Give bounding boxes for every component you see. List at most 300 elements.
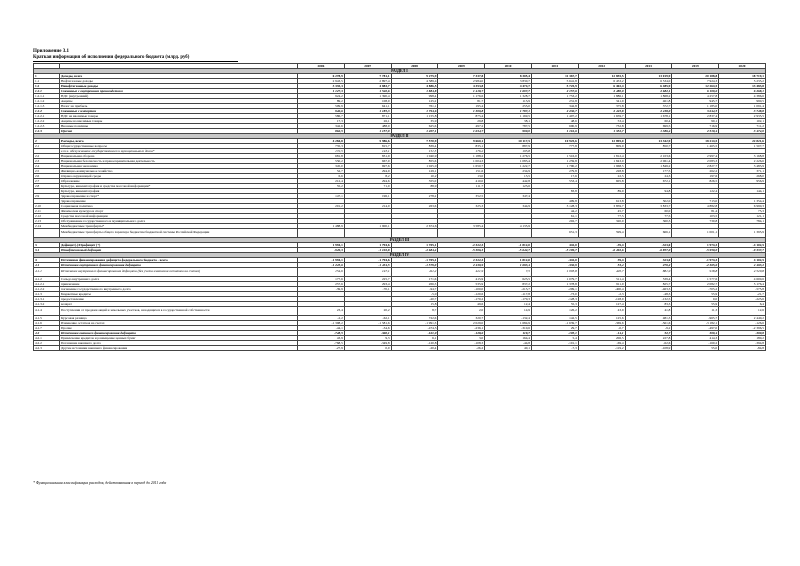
row-value: 1 684,9 <box>485 321 532 326</box>
row-value: 3 474,0 <box>719 129 766 134</box>
row-name: Ненефтегазовый дефицит <box>60 248 298 253</box>
appendix-label: Приложение 3.1 <box>33 49 69 54</box>
row-value: 825,7 <box>625 282 672 287</box>
row-value: -5 950,0 <box>672 248 719 253</box>
row-value: 151,6 <box>438 169 485 174</box>
row-code: 4.1.5 <box>34 316 60 321</box>
row-value: 52,7 <box>298 169 345 174</box>
table-body <box>34 69 766 351</box>
table-row <box>34 346 766 351</box>
row-value: 4 883,7 <box>344 84 391 89</box>
row-value: 263,6 <box>391 204 438 209</box>
row-value: 12,6 <box>719 307 766 316</box>
row-value: 613,8 <box>578 199 625 204</box>
row-code: 4.1.7 <box>34 326 60 331</box>
row-value: 227,8 <box>625 336 672 341</box>
row-value <box>438 229 485 238</box>
row-value: 499,8 <box>531 199 578 204</box>
row-name: привлечение <box>60 282 298 287</box>
row-value: 420,7 <box>578 268 625 277</box>
row-value: 195,8 <box>485 149 532 154</box>
row-value: -1 794,6 <box>344 258 391 263</box>
row-value: -1 398,2 <box>298 321 345 326</box>
row-name: Культура, кинематография и средства массовой информации* <box>60 184 298 189</box>
header-year: 2007 <box>344 64 391 69</box>
row-code: 4.1.3 <box>34 292 60 297</box>
row-value: 2 445,8 <box>578 109 625 114</box>
row-value: 625,6 <box>391 124 438 129</box>
row-value: -44,1 <box>298 326 345 331</box>
row-value: 1 161,6 <box>531 129 578 134</box>
row-value: 375,8 <box>578 104 625 109</box>
row-value: 6 109,6 <box>672 89 719 94</box>
row-name: Физическая культура и спорт <box>60 209 298 214</box>
row-value: -1 579,0 <box>391 263 438 268</box>
row-value: 1 868,2 <box>625 94 672 99</box>
row-value: -132,5 <box>625 297 672 302</box>
row-value: 488,0 <box>344 124 391 129</box>
row-name: Бюджетные кредиты <box>60 292 298 297</box>
row-code: 1.2.2.3 <box>34 124 60 129</box>
row-value: 2 103,6 <box>625 154 672 159</box>
section-label: РАЗДЕЛ I <box>34 69 766 74</box>
row-name: Жилищно-коммунальное хозяйство <box>60 169 298 174</box>
row-value: 125,2 <box>391 99 438 104</box>
row-code: 2.2 <box>34 154 60 159</box>
row-value: -2 684,4 <box>391 248 438 253</box>
row-name: Привлечение кредитов и размещение ценных бумаг <box>60 336 298 341</box>
section-label: РАЗДЕЛ II <box>34 134 766 139</box>
row-name: в т.ч. обслуживание государственного и муниципального долга* <box>60 149 298 154</box>
header-year: 2010 <box>485 64 532 69</box>
row-name: Образование <box>60 179 298 184</box>
row-value: 268,0 <box>719 174 766 179</box>
row-value: 1 091,4 <box>719 104 766 109</box>
row-value: 1 001,1 <box>672 229 719 238</box>
row-value: -1 974,3 <box>672 258 719 263</box>
row-name: Связанные с внутренним производством <box>60 89 298 94</box>
row-value: 55,9 <box>672 302 719 307</box>
row-value: 535,9 <box>438 282 485 287</box>
row-value: 2 438,0 <box>625 109 672 114</box>
row-value: 71,0 <box>344 184 391 189</box>
row-value: 270,2 <box>625 263 672 268</box>
row-value: 6 402,4 <box>578 84 625 89</box>
row-value: -1 434,5 <box>344 263 391 268</box>
row-value: 4 353,8 <box>438 84 485 89</box>
row-value: 14,9 <box>485 307 532 316</box>
row-value: -48,3 <box>625 292 672 297</box>
row-value: -965,7 <box>672 316 719 321</box>
row-value: -5 306,3 <box>438 248 485 253</box>
row-value: 164,4 <box>485 336 532 341</box>
row-value: 871,1 <box>344 114 391 119</box>
row-value: -323,0 <box>625 243 672 248</box>
row-value: -128,6 <box>438 331 485 336</box>
row-value: 4 257,8 <box>672 94 719 99</box>
row-value: 1 753,2 <box>531 94 578 99</box>
row-code: 1.2.2.1 <box>34 114 60 119</box>
row-value: -70,1 <box>344 287 391 292</box>
row-value: 3 168,8 <box>719 154 766 159</box>
row-value: 1 390,4 <box>344 94 391 99</box>
row-value: 641,1 <box>344 104 391 109</box>
row-value: 5 986,6 <box>344 139 391 144</box>
row-value: 195,4 <box>438 104 485 109</box>
row-value: 3 585,4 <box>438 224 485 229</box>
row-code: 2.7 <box>34 179 60 184</box>
row-value <box>485 229 532 238</box>
row-value: 2 480,0 <box>578 89 625 94</box>
row-value: 735,3 <box>298 144 345 149</box>
row-value: 151,5 <box>391 149 438 154</box>
row-value: 53,4 <box>578 119 625 124</box>
row-code <box>34 229 60 238</box>
row-value: 176,2 <box>438 149 485 154</box>
row-name: Средства массовой информации <box>60 214 298 219</box>
row-value: 1 083,4 <box>485 159 532 164</box>
row-value: 3 128,3 <box>531 204 578 209</box>
row-value: 1 884,8 <box>391 89 438 94</box>
row-value: 2 061,4 <box>625 159 672 164</box>
row-value: 831,9 <box>344 154 391 159</box>
row-value: 1 378,8 <box>531 282 578 287</box>
row-value: 13 342,9 <box>625 139 672 144</box>
row-value: -94,7 <box>391 287 438 292</box>
row-value: 88,9 <box>391 184 438 189</box>
row-value: -2,2 <box>298 316 345 321</box>
row-value: -561,6 <box>625 321 672 326</box>
row-value: 94,8 <box>625 189 672 194</box>
row-value: 826,5 <box>672 179 719 184</box>
row-value: 690,9 <box>531 124 578 129</box>
table-row <box>34 229 766 238</box>
row-value <box>391 229 438 238</box>
row-value: 553,4 <box>531 179 578 184</box>
row-value: 40,1 <box>485 346 532 351</box>
row-value: 672,1 <box>625 179 672 184</box>
header-year: 2012 <box>578 64 625 69</box>
row-value: -20,7 <box>391 297 438 302</box>
row-value: 855,6 <box>391 159 438 164</box>
row-value: 7,5 <box>485 268 532 277</box>
row-value: 38,1 <box>485 119 532 124</box>
row-value: -6 492,6 <box>578 248 625 253</box>
row-value: 1 974,3 <box>672 243 719 248</box>
row-value: 2 827,7 <box>672 164 719 169</box>
row-name: Национальная оборона <box>60 154 298 159</box>
row-value: -5 199,7 <box>531 248 578 253</box>
row-value: 214,0 <box>344 204 391 209</box>
row-value: -128,3 <box>531 297 578 302</box>
row-code: 2.13 <box>34 219 60 224</box>
row-value: 1 004,3 <box>438 159 485 164</box>
row-value: 2 943,5 <box>298 79 345 84</box>
row-value: 1 040,9 <box>391 154 438 159</box>
row-value: 667,0 <box>344 159 391 164</box>
row-value: 850,7 <box>625 144 672 149</box>
row-value: 481,3 <box>625 316 672 321</box>
row-value: -100,0 <box>438 287 485 292</box>
row-code: 4.1.3.2 <box>34 302 60 307</box>
row-value: 111,7 <box>438 184 485 189</box>
row-value: 1 185,0 <box>672 104 719 109</box>
row-value: -497,0 <box>672 326 719 331</box>
row-value: 20,2 <box>344 307 391 316</box>
row-value: 6 268,1 <box>719 89 766 94</box>
row-value: 1 849,2 <box>625 164 672 169</box>
row-value: 345,0 <box>298 164 345 169</box>
row-value: 231,8 <box>531 99 578 104</box>
row-value: 293,4 <box>344 282 391 287</box>
row-value: 835,1 <box>438 144 485 149</box>
row-value: 6,1 <box>391 336 438 341</box>
row-value: 41,8 <box>625 307 672 316</box>
row-value: 1 577,6 <box>672 277 719 282</box>
row-name: Общегосударственные вопросы <box>60 144 298 149</box>
row-value: 294,9 <box>344 169 391 174</box>
row-value: 7 924,3 <box>672 79 719 84</box>
row-value: 17,6 <box>531 174 578 179</box>
row-value: -463,3 <box>625 287 672 292</box>
row-value: 666,1 <box>625 229 672 238</box>
row-value: -300,8 <box>719 331 766 336</box>
row-value: 918,8 <box>672 268 719 277</box>
row-value: 3 335,3 <box>298 84 345 89</box>
row-value: 415,9 <box>438 277 485 282</box>
row-value: 1 188,2 <box>438 154 485 159</box>
row-code: 1.2.1.1 <box>34 94 60 99</box>
row-value: 43,9 <box>578 307 625 316</box>
row-value: 2 029,0 <box>438 321 485 326</box>
row-value: 7 570,9 <box>391 139 438 144</box>
row-value: 206,5 <box>578 336 625 341</box>
row-value: 12 855,5 <box>578 74 625 79</box>
row-value: 23,4 <box>298 307 345 316</box>
table-row <box>34 268 766 277</box>
row-value: 4 284,8 <box>298 139 345 144</box>
row-value: 2 322,3 <box>438 258 485 263</box>
row-value: -1 102,8 <box>344 248 391 253</box>
row-value: 144,1 <box>719 189 766 194</box>
row-name: Здравоохранение и спорт* <box>60 194 298 199</box>
row-value: -768,5 <box>298 341 345 346</box>
row-value: 990,0 <box>485 129 532 134</box>
row-value: 5 176,4 <box>719 282 766 287</box>
row-value: 154,6 <box>298 268 345 277</box>
section-label: РАЗДЕЛ IV <box>34 253 766 258</box>
row-value: 35,9 <box>391 119 438 124</box>
row-value: -2 322,3 <box>438 243 485 248</box>
row-value: 1 693,4 <box>485 263 532 268</box>
header-year: 2009 <box>438 64 485 69</box>
row-value: 49,6 <box>438 302 485 307</box>
row-value: -132,4 <box>485 316 532 321</box>
row-value: 127,4 <box>578 302 625 307</box>
row-value: -949,3 <box>298 248 345 253</box>
row-value: -128,9 <box>578 297 625 302</box>
row-value: 147,1 <box>344 268 391 277</box>
row-name: Погашение внешнего долга <box>60 341 298 346</box>
row-value: 372,7 <box>625 104 672 109</box>
row-value: 371,1 <box>719 169 766 174</box>
row-value: 421,9 <box>438 268 485 277</box>
row-value: -223,6 <box>719 297 766 302</box>
row-value: 196,1 <box>344 194 391 199</box>
row-value: 10,2 <box>391 174 438 179</box>
row-value: 320,0 <box>578 219 625 224</box>
row-value: 29,8 <box>438 119 485 124</box>
row-value: 1 488,9 <box>298 224 345 229</box>
row-value: -2 396,5 <box>719 326 766 331</box>
row-value: 1 900,1 <box>344 224 391 229</box>
row-value: 53,4 <box>578 263 625 268</box>
row-value: 2 935,5 <box>719 114 766 119</box>
row-value: 6 278,9 <box>298 74 345 79</box>
row-value: 3 830,7 <box>485 79 532 84</box>
row-value: -394,8 <box>719 341 766 346</box>
row-name: Изменение остатков на счетах <box>60 321 298 326</box>
row-value: 777,8 <box>531 144 578 149</box>
row-name: возврат <box>60 302 298 307</box>
row-value: 3 833,7 <box>625 204 672 209</box>
row-value: 839,4 <box>391 144 438 149</box>
row-value: 294,6 <box>344 179 391 184</box>
row-value: 7 337,8 <box>438 74 485 79</box>
row-value: 511,4 <box>578 277 625 282</box>
row-value: 599,4 <box>578 229 625 238</box>
row-value: -349,8 <box>344 341 391 346</box>
row-value: 197,6 <box>672 174 719 179</box>
row-value: 414,3 <box>672 336 719 341</box>
row-value: -26,2 <box>438 346 485 351</box>
row-value: 1 634,7 <box>438 129 485 134</box>
row-value: 228,8 <box>578 169 625 174</box>
row-name: Здравоохранение <box>60 199 298 204</box>
row-value: -5 642,7 <box>485 248 532 253</box>
row-value: 623,5 <box>485 277 532 282</box>
row-name: Социальная политика <box>60 204 298 209</box>
row-value: 6,4 <box>719 302 766 307</box>
row-value: 722,6 <box>391 316 438 321</box>
row-value: 699,5 <box>625 124 672 129</box>
row-value: 875,4 <box>438 114 485 119</box>
row-value: 123,6 <box>485 184 532 189</box>
row-value: -2,3 <box>578 292 625 297</box>
row-name: Нефтегазовые доходы <box>60 79 298 84</box>
row-value: 4 102,5 <box>719 258 766 263</box>
row-value: -108,9 <box>625 346 672 351</box>
row-value: 411,2 <box>391 268 438 277</box>
row-value: 10 925,6 <box>531 139 578 144</box>
row-value: -360,1 <box>344 331 391 336</box>
row-value: 55,2 <box>298 184 345 189</box>
row-value: -9,2 <box>625 326 672 331</box>
row-value: 410,0 <box>438 179 485 184</box>
row-value: 341,9 <box>578 99 625 104</box>
row-value: -105,1 <box>531 331 578 336</box>
row-code: 1 <box>34 74 60 79</box>
row-value: 12,4 <box>485 302 532 307</box>
row-name: Дефицит(-)/Профицит (+) <box>60 243 298 248</box>
row-value: -1 245,6 <box>298 263 345 268</box>
row-value: 11 367,7 <box>531 74 578 79</box>
row-code: 4.1.3.1 <box>34 297 60 302</box>
row-value: 1 352,7 <box>578 129 625 134</box>
row-name: Акцизы <box>60 99 298 104</box>
row-value: 1 354,4 <box>719 199 766 204</box>
row-value: 2 984,0 <box>438 79 485 84</box>
row-code: 2.8 <box>34 184 60 189</box>
row-name: Обслуживание государственного и муниципального долга <box>60 219 298 224</box>
row-name: Другие источники внешнего финансирования <box>60 346 298 351</box>
row-value: -119,2 <box>578 346 625 351</box>
row-value: 9,3 <box>344 336 391 341</box>
row-value: 278,2 <box>391 194 438 199</box>
row-name: Ненефтегазовые доходы <box>60 84 298 89</box>
row-value: 815,7 <box>344 144 391 149</box>
row-value: 442,0 <box>531 243 578 248</box>
row-value: -748,5 <box>298 331 345 336</box>
row-value: 352,5 <box>438 194 485 199</box>
row-value: -1 705,1 <box>391 258 438 263</box>
row-value: -62,6 <box>625 341 672 346</box>
row-value: 1 386,4 <box>625 129 672 134</box>
row-value: 4 389,4 <box>391 79 438 84</box>
row-value: 266,3 <box>391 282 438 287</box>
row-value: 1 155,8 <box>391 114 438 119</box>
row-code: 1.2.2 <box>34 109 60 114</box>
row-value: 2 997,4 <box>672 154 719 159</box>
row-value: 605,8 <box>578 179 625 184</box>
row-value: 1 207,1 <box>391 129 438 134</box>
row-value: 1 787,1 <box>485 109 532 114</box>
row-name: Сальдо внутреннего долга <box>60 277 298 282</box>
row-value: 48,6 <box>531 119 578 124</box>
row-value: 1 395,9 <box>719 229 766 238</box>
row-code: 2.11 <box>34 209 60 214</box>
row-value: -1 812,0 <box>485 243 532 248</box>
header-year: 2013 <box>625 64 672 69</box>
row-value: 3 859,7 <box>578 204 625 209</box>
row-code: 1.2.1.3 <box>34 104 60 109</box>
row-value: 255,0 <box>485 104 532 109</box>
row-value: 17,3 <box>298 119 345 124</box>
row-value: 1 328,7 <box>485 94 532 99</box>
row-value: 1 650,7 <box>438 164 485 169</box>
row-value: 262,2 <box>672 169 719 174</box>
row-code: 4.2.1 <box>34 336 60 341</box>
row-value: 22,5 <box>578 174 625 179</box>
row-name: Охрана окружающей среды <box>60 174 298 179</box>
row-value: 77,5 <box>625 214 672 219</box>
row-value: 202,7 <box>531 219 578 224</box>
row-value: -1 639,7 <box>531 321 578 326</box>
row-code: 2.6 <box>34 174 60 179</box>
row-value: 257,6 <box>298 282 345 287</box>
row-name: Налог на прибыль <box>60 104 298 109</box>
row-value: 732,8 <box>578 124 625 129</box>
row-value: 234,9 <box>485 169 532 174</box>
row-code: 4.1.1 <box>34 268 60 277</box>
row-value: 887,9 <box>485 144 532 149</box>
row-code: 1.1 <box>34 79 60 84</box>
row-value: -369,6 <box>578 321 625 326</box>
row-value: -310,6 <box>485 326 532 331</box>
row-value: 81,7 <box>438 99 485 104</box>
row-value: 5 725,9 <box>531 84 578 89</box>
row-value: 1 994,1 <box>298 243 345 248</box>
